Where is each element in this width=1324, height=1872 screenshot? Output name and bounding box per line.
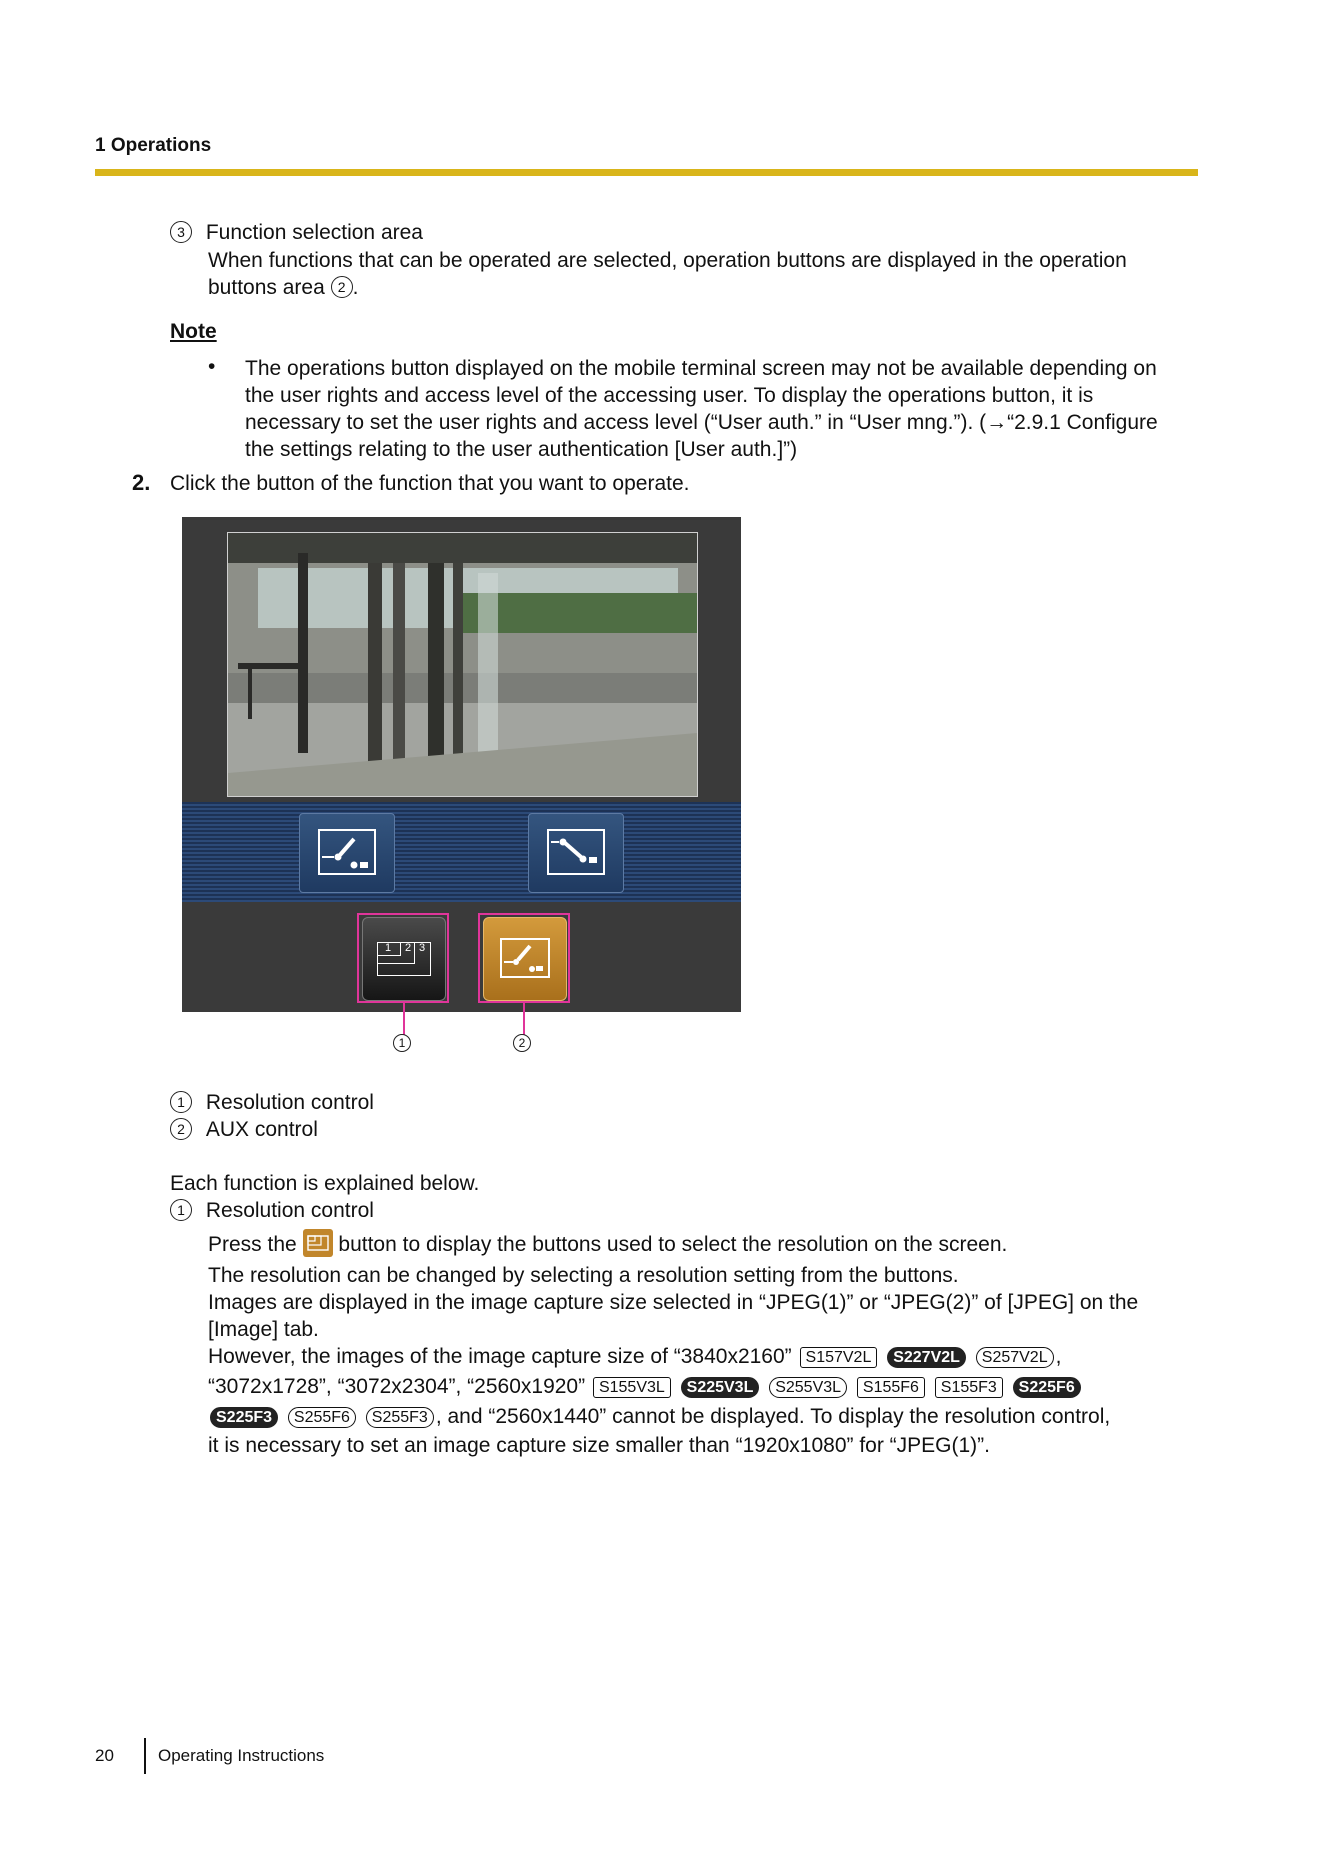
step-text: Click the button of the function that you want to operate. <box>170 472 690 495</box>
model-badge: S155V3L <box>593 1377 671 1398</box>
explanation-line-6 <box>208 1373 1083 1400</box>
aux-on-button[interactable] <box>528 813 624 893</box>
callout-marker-1: 1 <box>393 1034 411 1052</box>
note-line-2: the user rights and access level of the accessing user. To display the operations button, it is <box>245 384 1094 407</box>
explanation-title-row <box>170 1197 374 1224</box>
model-badge: S255F3 <box>366 1407 434 1428</box>
item3-desc-marker: 2 <box>331 276 353 298</box>
model-badge: S155F3 <box>935 1377 1003 1398</box>
aux-off-icon-frame <box>318 829 376 875</box>
note-heading: Note <box>170 320 217 343</box>
item3-desc-pre: buttons area <box>208 276 331 299</box>
resolution-inline-icon <box>303 1229 333 1257</box>
model-badge: S255F6 <box>288 1407 356 1428</box>
press-post: button to display the buttons used to select the resolution on the screen. <box>338 1233 1008 1256</box>
explanation-press-line <box>208 1229 1007 1258</box>
aux-control-icon <box>502 940 548 976</box>
line6-pre: “3072x1728”, “3072x2304”, “2560x1920” <box>208 1375 586 1398</box>
explanation-line-2: The resolution can be changed by selecting a resolution setting from the buttons. <box>208 1264 959 1287</box>
aux-control-button[interactable] <box>483 917 567 1001</box>
legend-item-1 <box>170 1089 374 1116</box>
explanation-line-4: [Image] tab. <box>208 1318 319 1341</box>
item3-desc-post: . <box>352 276 359 299</box>
page-number: 20 <box>95 1746 114 1765</box>
note-bullet: • <box>208 355 216 378</box>
resolution-label-2: 2 <box>405 942 412 954</box>
resolution-inline-glyph <box>303 1229 333 1257</box>
legend-text-1: Resolution control <box>205 1091 374 1114</box>
step-number: 2. <box>132 470 151 495</box>
line7-post: , and “2560x1440” cannot be displayed. To display the resolution control, <box>435 1405 1111 1428</box>
explanation-line-8: it is necessary to set an image capture size smaller than “1920x1080” for “JPEG(1)”. <box>208 1434 991 1457</box>
item3-desc-line1: When functions that can be operated are selected, operation buttons are displayed in the operation <box>208 249 1127 272</box>
section-title: 1 Operations <box>95 135 212 156</box>
model-badge: S157V2L <box>800 1347 878 1368</box>
callout-line-1 <box>403 1003 405 1035</box>
explanation-line-7 <box>208 1403 1110 1430</box>
note-line-1: The operations button displayed on the mobile terminal screen may not be available depending on <box>245 357 1157 380</box>
legend-item-2 <box>170 1116 318 1143</box>
aux-off-icon <box>320 831 374 873</box>
resolution-icon <box>377 942 431 976</box>
operation-buttons-area <box>182 802 741 902</box>
item3-title: Function selection area <box>205 221 423 244</box>
aux-off-button[interactable] <box>299 813 395 893</box>
camera-image <box>227 532 698 797</box>
legend-text-2: AUX control <box>205 1118 318 1141</box>
callout-marker-2: 2 <box>513 1034 531 1052</box>
explanation-line-5 <box>208 1343 1061 1370</box>
item3-marker: 3 <box>170 221 192 243</box>
footer-doc-title: Operating Instructions <box>158 1746 325 1765</box>
model-badge: S225V3L <box>681 1377 760 1398</box>
resolution-control-button[interactable] <box>362 917 446 1001</box>
mobile-screen-figure <box>182 517 741 1012</box>
camera-scene-image <box>228 533 697 796</box>
explanation-title: Resolution control <box>205 1199 374 1222</box>
model-badge: S155F6 <box>857 1377 925 1398</box>
callout-line-2 <box>523 1003 525 1035</box>
header-rule <box>95 169 1198 176</box>
explanation-line-3: Images are displayed in the image capture size selected in “JPEG(1)” or “JPEG(2)” of [JPEG] on the <box>208 1291 1139 1314</box>
model-badge: S227V2L <box>887 1347 966 1368</box>
note-line-4: the settings relating to the user authentication [User auth.]”) <box>245 438 798 461</box>
note-line-3: necessary to set the user rights and access level (“User auth.” in “User mng.”). (→“2.9.1 Configure <box>245 411 1158 434</box>
model-badge: S225F6 <box>1013 1377 1081 1398</box>
resolution-label-3: 3 <box>419 942 426 954</box>
resolution-label-1: 1 <box>385 942 392 954</box>
model-badge: S257V2L <box>976 1347 1054 1368</box>
explanation-marker: 1 <box>170 1199 192 1221</box>
line5-post: , <box>1055 1345 1062 1368</box>
model-badge: S225F3 <box>210 1407 278 1428</box>
aux-on-icon-frame <box>547 829 605 875</box>
legend-marker-2: 2 <box>170 1118 192 1140</box>
aux-icon-frame <box>500 938 550 978</box>
legend-marker-1: 1 <box>170 1091 192 1113</box>
press-pre: Press the <box>208 1233 297 1256</box>
aux-on-icon <box>549 831 603 873</box>
item3-desc-line2 <box>208 274 358 301</box>
line5-pre: However, the images of the image capture size of “3840x2160” <box>208 1345 792 1368</box>
model-badge: S255V3L <box>769 1377 847 1398</box>
explanation-intro: Each function is explained below. <box>170 1172 480 1195</box>
footer-divider <box>144 1738 146 1774</box>
item3-title-row <box>170 219 423 246</box>
